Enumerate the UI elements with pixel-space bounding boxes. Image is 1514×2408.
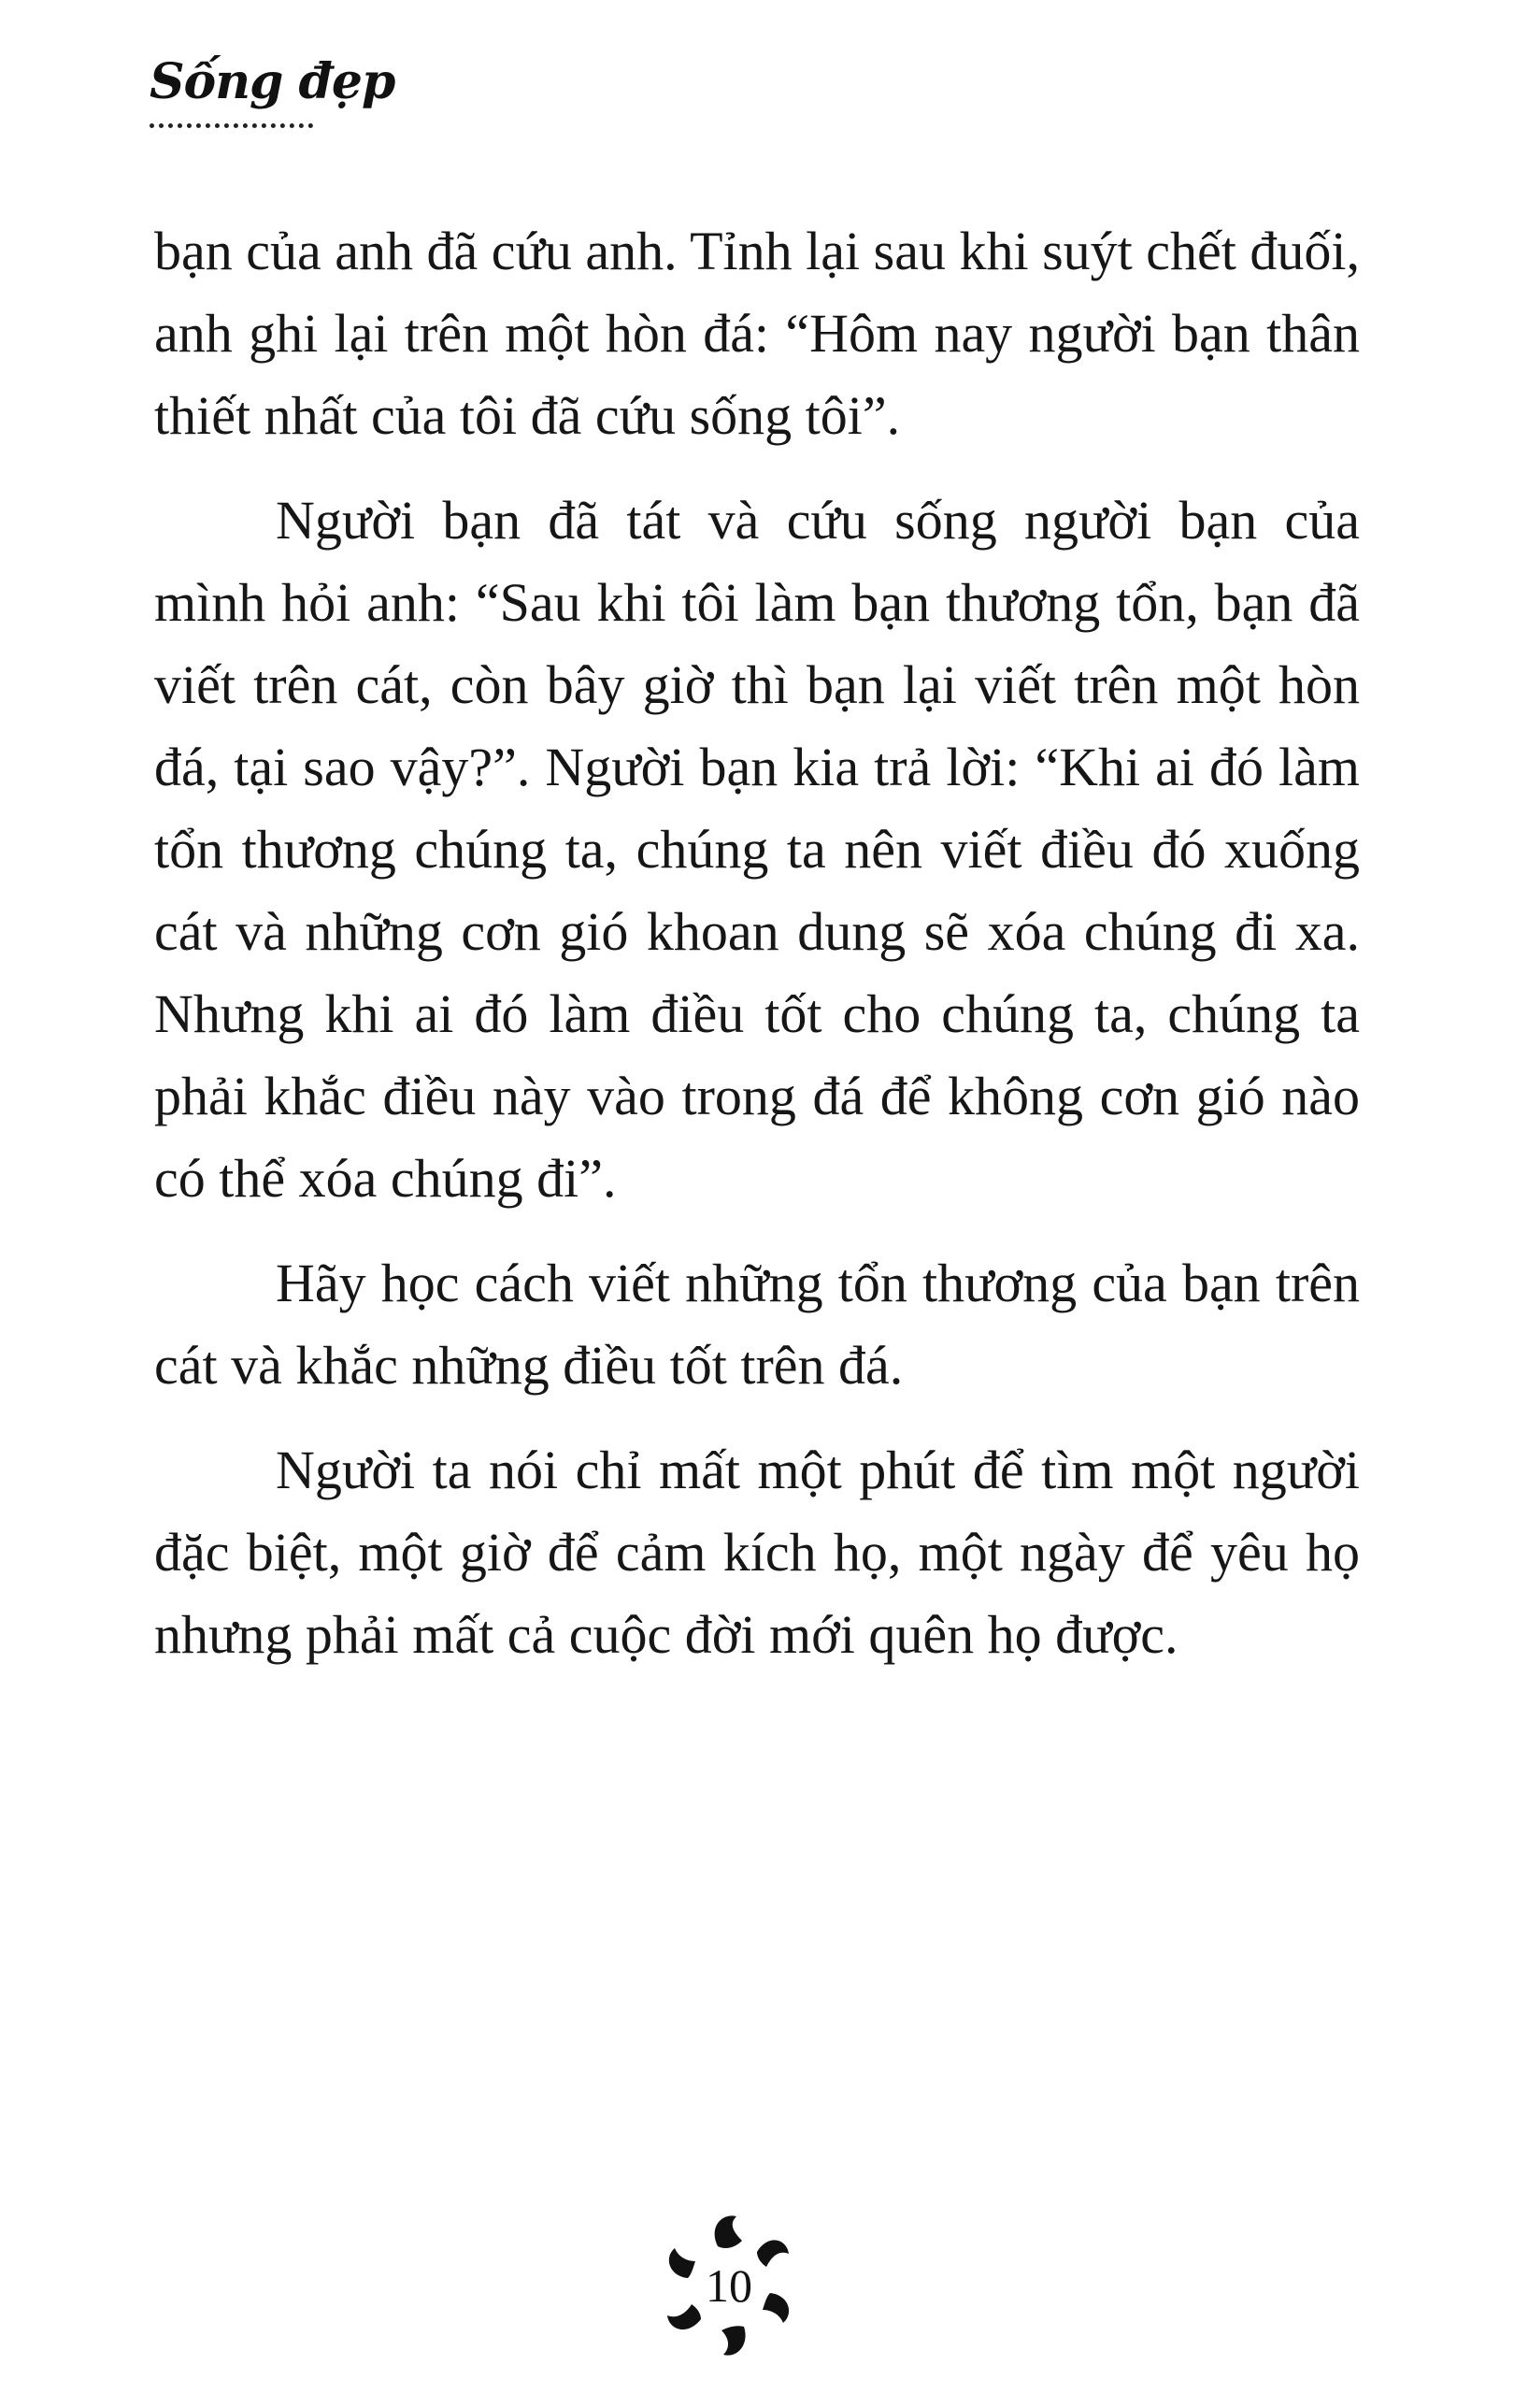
running-head-underline: [150, 123, 313, 128]
page-number: 10: [706, 2259, 752, 2312]
paragraph-2: Người bạn đã tát và cứu sống người bạn của mình hỏi anh: “Sau khi tôi làm bạn thương tổn, bạn đã viết trên cát, còn bây giờ thì bạn lại viết trên một hòn đá, tại sao vậy?”. Người bạn kia trả lời: “Khi ai đó làm tổn thương chúng ta, chúng ta nên viết điều đó xuống cát và những cơn gió khoan dung sẽ xóa chúng đi xa. Nhưng khi ai đó làm điều tốt cho chúng ta, chúng ta phải khắc điều này vào trong đá để không cơn gió nào có thể xóa chúng đi”.: [154, 490, 1360, 1209]
page-number-ornament: [654, 2211, 804, 2360]
running-head: Sống đẹp: [150, 53, 395, 110]
paragraph-1: bạn của anh đã cứu anh. Tỉnh lại sau khi suýt chết đuối, anh ghi lại trên một hòn đá: “Hôm nay người bạn thân thiết nhất của tôi đã cứu sống tôi”.: [154, 221, 1360, 446]
paragraph-3: Hãy học cách viết những tổn thương của bạn trên cát và khắc những điều tốt trên đá.: [154, 1253, 1360, 1396]
body-text: [154, 210, 1360, 1698]
paragraph-4: Người ta nói chỉ mất một phút để tìm một người đặc biệt, một giờ để cảm kích họ, một ngày để yêu họ nhưng phải mất cả cuộc đời mới quên họ được.: [154, 1440, 1360, 1665]
